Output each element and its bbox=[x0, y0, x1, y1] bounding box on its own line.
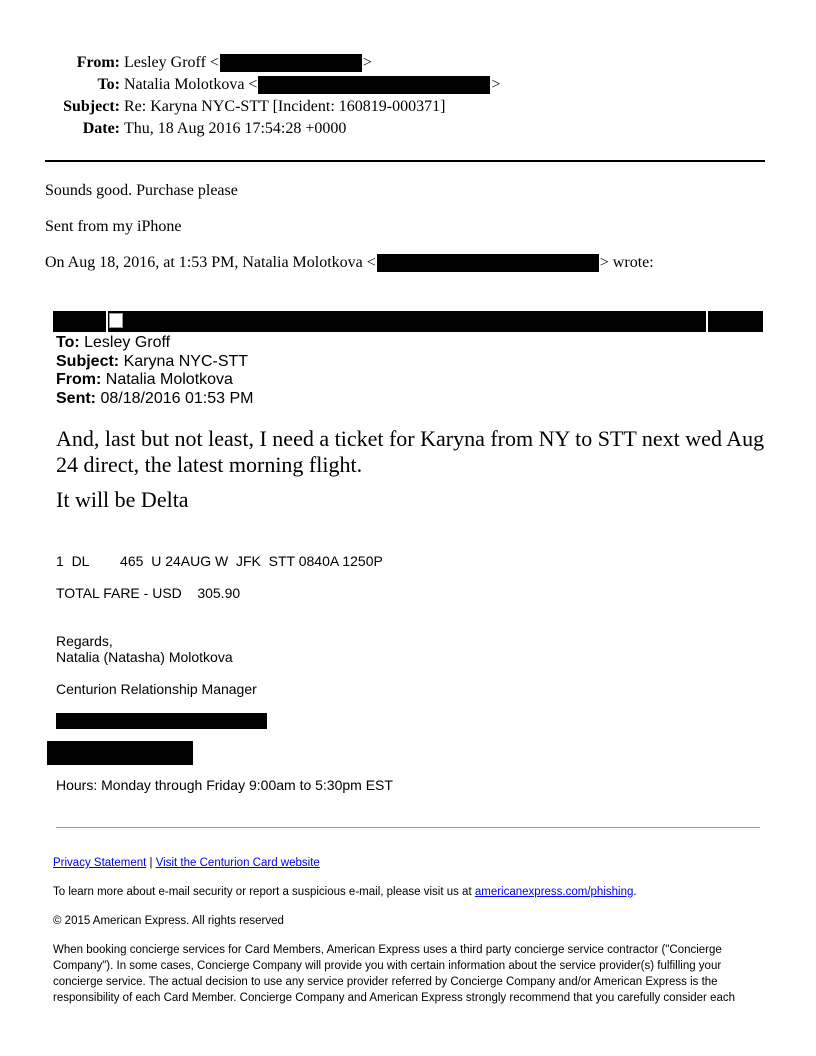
original-message-meta bbox=[56, 334, 253, 408]
redacted-email bbox=[258, 76, 490, 94]
from-value bbox=[124, 52, 372, 74]
signature-name: Natalia (Natasha) Molotkova bbox=[56, 649, 233, 665]
phishing-link[interactable]: americanexpress.com/phishing bbox=[474, 886, 634, 898]
footer-divider bbox=[56, 827, 760, 828]
meta-sent-label: Sent: bbox=[56, 389, 96, 407]
to-value bbox=[124, 74, 500, 96]
email-header bbox=[0, 52, 816, 140]
meta-from-label: From: bbox=[56, 371, 102, 388]
banner-divider bbox=[706, 311, 708, 332]
from-close: > bbox=[362, 54, 372, 71]
flight-itinerary: 1 DL 465 U 24AUG W JFK STT 0840A 1250P bbox=[56, 553, 383, 569]
meta-to-label: To: bbox=[56, 334, 80, 351]
broken-image-icon bbox=[109, 313, 123, 328]
privacy-statement-link[interactable]: Privacy Statement bbox=[53, 857, 147, 869]
email-banner-image bbox=[53, 311, 763, 332]
to-close: > bbox=[491, 76, 501, 93]
redacted-email bbox=[377, 254, 599, 272]
redacted-email bbox=[220, 54, 362, 72]
concierge-disclaimer: When booking concierge services for Card Members, American Express uses a third party concierge service contractor ("Concierge Company"). In some cases, Concierge Company will provide you with certain information about the service provider(s) fulfilling your concierge service. The actual decision to use any service provider referred by Concierge Company and/or American Express is the responsibility of each Card Member. Concierge Company and American Express strongly recommend that you carefully consider each bbox=[53, 944, 736, 1004]
from-name: Lesley Groff < bbox=[124, 54, 219, 71]
meta-from-value: Natalia Molotkova bbox=[101, 371, 233, 388]
message-text-2: It will be Delta bbox=[56, 487, 189, 512]
business-hours: Hours: Monday through Friday 9:00am to 5:30pm EST bbox=[56, 777, 393, 793]
from-label: From: bbox=[76, 54, 120, 71]
phishing-end: . bbox=[633, 886, 637, 898]
subject-label: Subject: bbox=[63, 98, 120, 115]
header-from-row bbox=[0, 52, 816, 74]
to-name: Natalia Molotkova < bbox=[124, 76, 258, 93]
regards: Regards, bbox=[56, 633, 113, 649]
meta-subject bbox=[56, 353, 253, 372]
redacted-block bbox=[47, 741, 193, 765]
redacted-block bbox=[56, 713, 267, 729]
footer-links bbox=[53, 855, 763, 871]
phishing-notice bbox=[53, 884, 763, 900]
meta-from bbox=[56, 371, 253, 390]
header-to-row bbox=[0, 74, 816, 96]
meta-subject-label: Subject: bbox=[56, 352, 120, 370]
meta-subject-value: Karyna NYC-STT bbox=[119, 352, 249, 370]
meta-to-value: Lesley Groff bbox=[79, 334, 171, 351]
meta-to bbox=[56, 334, 253, 353]
signature-line: Sent from my iPhone bbox=[45, 218, 182, 235]
subject-value: Re: Karyna NYC-STT [Incident: 160819-000371] bbox=[124, 98, 446, 115]
copyright: © 2015 American Express. All rights reserved bbox=[53, 915, 284, 927]
date-label: Date: bbox=[82, 120, 120, 137]
message-text: And, last but not least, I need a ticket for Karyna from NY to STT next wed Aug 24 direct, the latest morning flight. bbox=[56, 426, 765, 477]
fare-total: TOTAL FARE - USD 305.90 bbox=[56, 585, 241, 601]
to-label: To: bbox=[97, 76, 120, 93]
header-divider bbox=[45, 160, 765, 162]
quote-suffix: > wrote: bbox=[599, 254, 654, 271]
signature-title: Centurion Relationship Manager bbox=[56, 681, 257, 697]
header-subject-row bbox=[0, 96, 816, 118]
banner-divider bbox=[106, 311, 108, 332]
centurion-website-link[interactable]: Visit the Centurion Card website bbox=[155, 857, 320, 869]
link-separator: | bbox=[146, 857, 156, 869]
quote-prefix: On Aug 18, 2016, at 1:53 PM, Natalia Molotkova < bbox=[45, 254, 376, 271]
header-date-row bbox=[0, 118, 816, 140]
meta-sent bbox=[56, 390, 253, 409]
quote-attribution bbox=[45, 254, 654, 272]
meta-sent-value: 08/18/2016 01:53 PM bbox=[96, 389, 254, 407]
phishing-text: To learn more about e-mail security or report a suspicious e-mail, please visit us at bbox=[53, 886, 475, 898]
date-value: Thu, 18 Aug 2016 17:54:28 +0000 bbox=[124, 120, 347, 137]
reply-line: Sounds good. Purchase please bbox=[45, 182, 238, 199]
